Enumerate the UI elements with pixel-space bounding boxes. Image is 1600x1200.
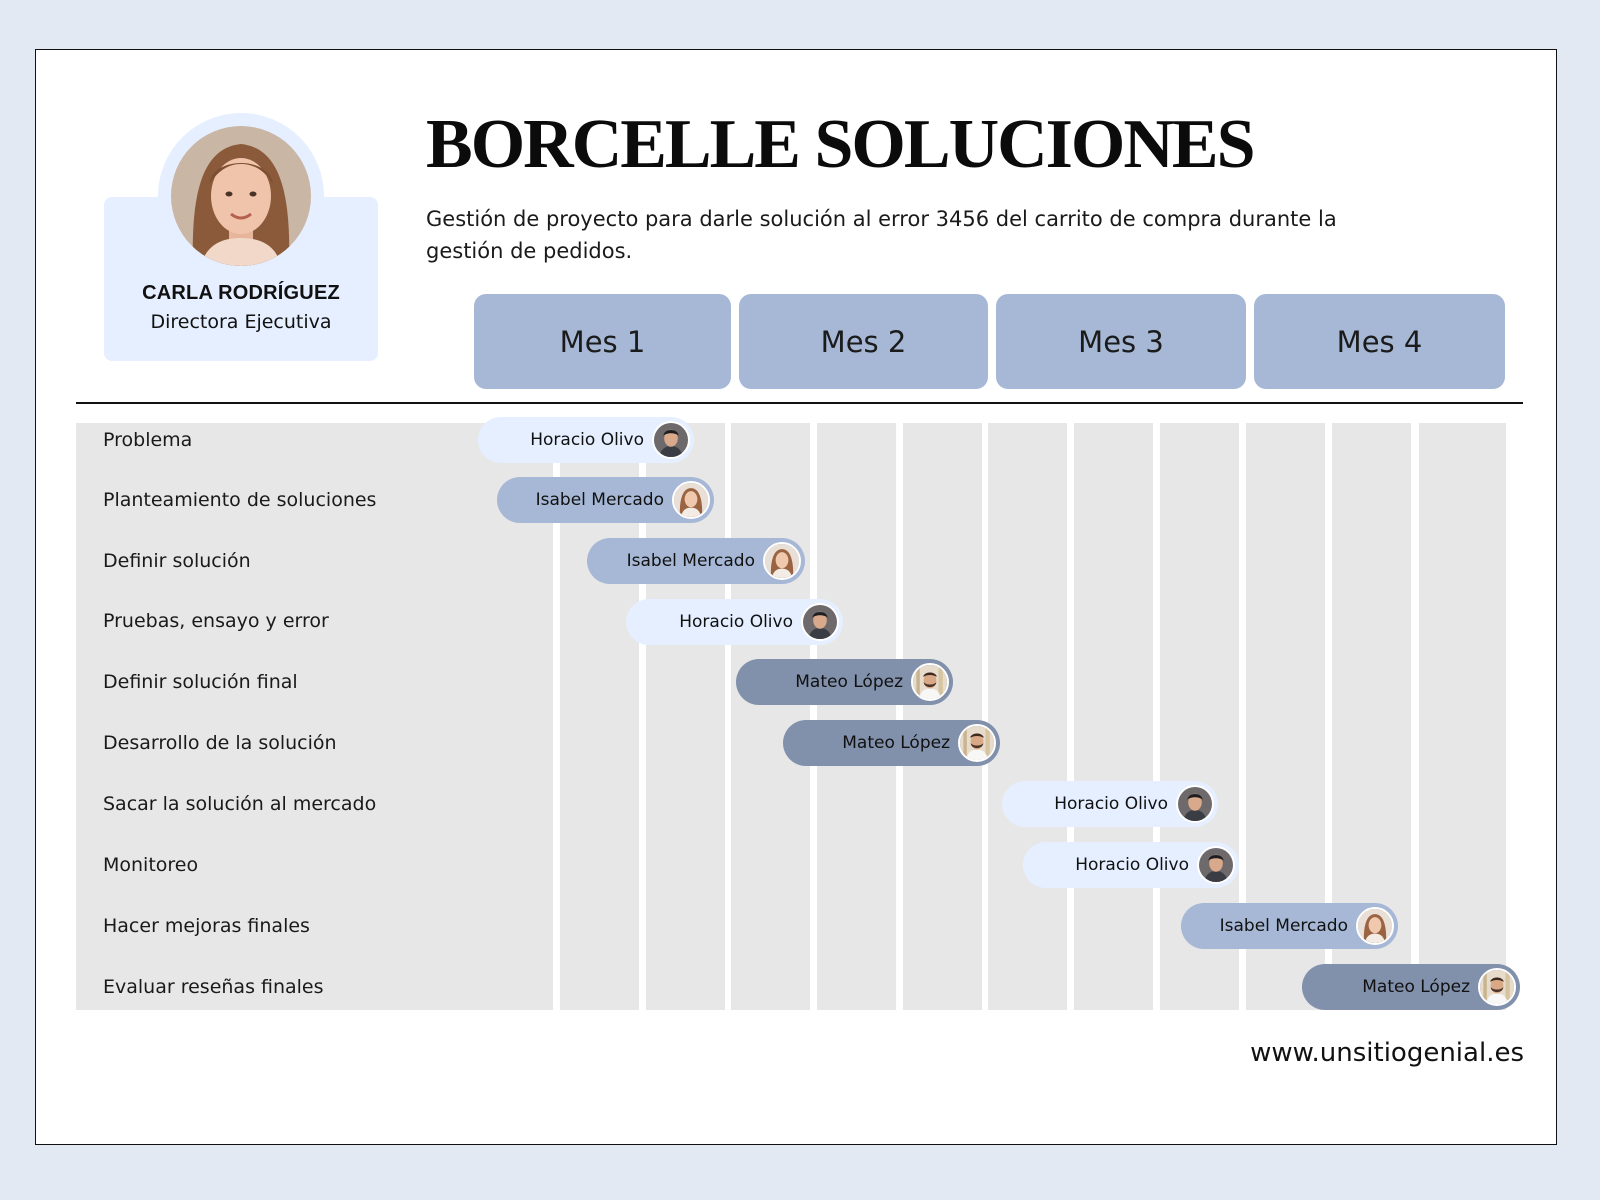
task-bar — [587, 538, 805, 584]
week-column — [731, 423, 810, 1010]
task-bar — [736, 659, 953, 705]
assignee-name: Horacio Olivo — [530, 430, 644, 450]
bearded-man-avatar-icon — [958, 724, 996, 762]
task-label: Hacer mejoras finales — [103, 915, 310, 937]
month-header-2: Mes 2 — [739, 294, 988, 389]
week-column — [1074, 423, 1153, 1010]
man-avatar-icon — [1176, 785, 1214, 823]
assignee-name: Isabel Mercado — [626, 551, 755, 571]
task-label: Pruebas, ensayo y error — [103, 610, 329, 632]
man-avatar-icon — [1197, 846, 1235, 884]
task-label: Problema — [103, 429, 193, 451]
assignee-name: Isabel Mercado — [1219, 916, 1348, 936]
assignee-name: Mateo López — [842, 733, 950, 753]
task-bar — [1023, 842, 1239, 888]
assignee-name: Horacio Olivo — [679, 612, 793, 632]
man-avatar-icon — [801, 603, 839, 641]
task-label: Planteamiento de soluciones — [103, 489, 377, 511]
woman-avatar-icon — [1356, 907, 1394, 945]
task-bar — [1181, 903, 1398, 949]
assignee-name: Horacio Olivo — [1054, 794, 1168, 814]
profile-photo — [171, 126, 311, 266]
assignee-name: Mateo López — [795, 672, 903, 692]
task-bar — [478, 417, 694, 463]
task-label: Desarrollo de la solución — [103, 732, 337, 754]
task-label: Definir solución final — [103, 671, 298, 693]
project-description: Gestión de proyecto para darle solución al error 3456 del carrito de compra durante la gestión de pedidos. — [426, 207, 1337, 263]
bearded-man-avatar-icon — [911, 663, 949, 701]
task-bar — [1002, 781, 1218, 827]
week-column — [1419, 423, 1506, 1010]
week-column — [817, 423, 896, 1010]
task-label: Monitoreo — [103, 854, 199, 876]
profile-role: Directora Ejecutiva — [150, 311, 332, 333]
task-bar — [783, 720, 1000, 766]
page-sheet — [35, 49, 1557, 1145]
man-avatar-icon — [652, 421, 690, 459]
woman-avatar-icon — [672, 481, 710, 519]
woman-portrait-icon — [171, 126, 311, 266]
task-label: Definir solución — [103, 550, 251, 572]
website-url[interactable]: www.unsitiogenial.es — [1250, 1038, 1524, 1068]
woman-avatar-icon — [763, 542, 801, 580]
page-title: BORCELLE SOLUCIONES — [426, 106, 1254, 183]
header-divider — [76, 402, 1523, 404]
task-bar — [626, 599, 843, 645]
bearded-man-avatar-icon — [1478, 968, 1516, 1006]
task-label: Sacar la solución al mercado — [103, 793, 377, 815]
month-header-4: Mes 4 — [1254, 294, 1505, 389]
month-header-3: Mes 3 — [996, 294, 1246, 389]
assignee-name: Isabel Mercado — [535, 490, 664, 510]
assignee-name: Horacio Olivo — [1075, 855, 1189, 875]
assignee-name: Mateo López — [1362, 977, 1470, 997]
week-column — [903, 423, 982, 1010]
task-bar — [497, 477, 714, 523]
task-label: Evaluar reseñas finales — [103, 976, 324, 998]
month-header-1: Mes 1 — [474, 294, 731, 389]
week-column — [988, 423, 1067, 1010]
task-bar — [1302, 964, 1520, 1010]
profile-name: CARLA RODRÍGUEZ — [142, 282, 340, 304]
